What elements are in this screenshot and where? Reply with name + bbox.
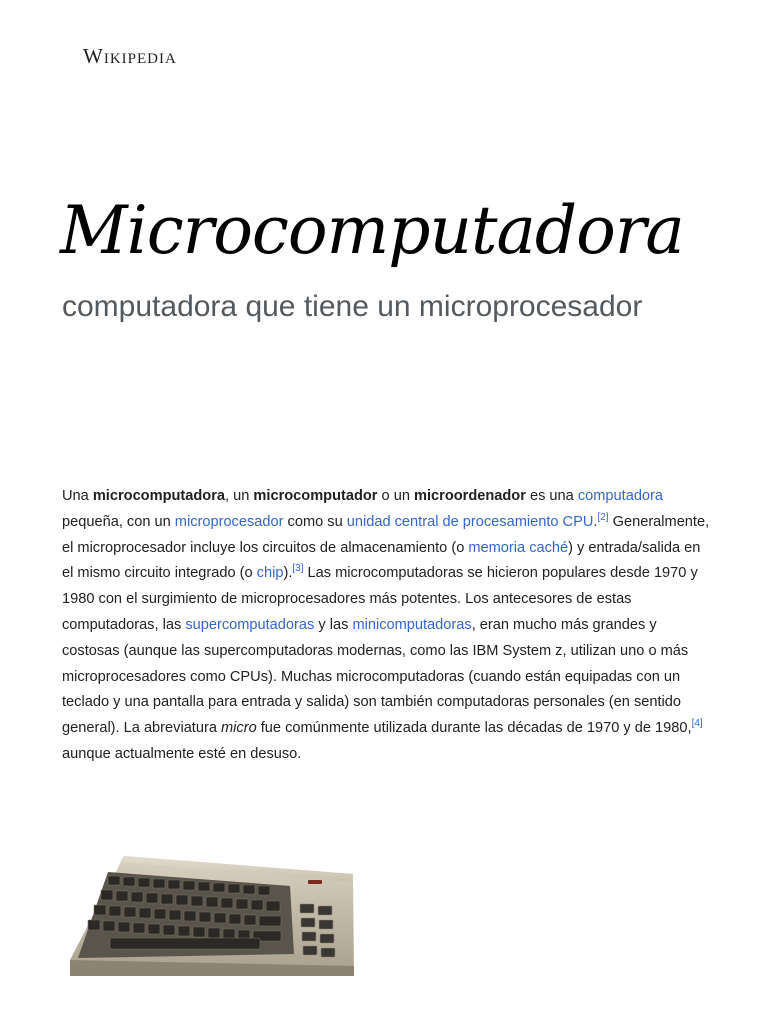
- link-supercomputadoras[interactable]: supercomputadoras: [185, 616, 315, 633]
- keyboard-computer-icon: [68, 848, 358, 978]
- link-minicomputadoras[interactable]: minicomputadoras: [352, 616, 472, 633]
- text-run: como su: [283, 513, 347, 530]
- link-unidad-central[interactable]: unidad central de procesamiento CPU: [346, 513, 594, 530]
- text-run: Una: [62, 488, 93, 504]
- text-run: Generalmente, el microprocesador incluye los circuitos de almacenamiento (o: [62, 513, 710, 556]
- link-chip[interactable]: chip: [256, 565, 284, 582]
- italic-term: micro: [221, 720, 257, 737]
- text-run: , eran mucho más grandes y costosas (aunque las supercomputadoras modernas, como las IBM System z, utilizan uno o más microprocesadores como CPUs). Muchas microcomputadoras (cuando están equipadas con un teclado y una pantalla para entrada y salida) son también computadoras personales (en sentido general). La abreviatura: [62, 616, 689, 737]
- page-subtitle: computadora que tiene un microprocesador: [62, 290, 643, 323]
- text-run: .: [593, 513, 598, 530]
- bold-term: microcomputador: [253, 488, 378, 504]
- link-memoria-cache[interactable]: memoria caché: [468, 539, 569, 556]
- reference-2[interactable]: [2]: [597, 511, 609, 523]
- page-title: Microcomputadora: [60, 192, 684, 269]
- link-computadora[interactable]: computadora: [577, 488, 664, 504]
- text-run: pequeña, con un: [62, 513, 175, 530]
- bold-term: microordenador: [414, 488, 526, 504]
- text-run: Las microcomputadoras se hicieron populares desde 1970 y 1980 con el surgimiento de microprocesadores más potentes. Los antecesores de estas computadoras, las: [62, 565, 698, 633]
- article-paragraph: [62, 484, 712, 768]
- text-run: aunque actualmente esté en desuso.: [62, 745, 302, 762]
- bold-term: microcomputadora: [92, 488, 226, 504]
- text-run: ) y entrada/salida en el mismo circuito integrado (o: [62, 539, 701, 582]
- text-run: , un: [225, 488, 254, 504]
- text-run: fue comúnmente utilizada durante las décadas de 1970 y de 1980,: [256, 720, 692, 737]
- text-run: y las: [314, 616, 353, 633]
- wikipedia-logo[interactable]: Wikipedia: [83, 44, 177, 68]
- reference-3[interactable]: [3]: [292, 563, 304, 575]
- link-microprocesador[interactable]: microprocesador: [174, 513, 284, 530]
- text-run: ).: [283, 565, 293, 582]
- text-run: es una: [525, 488, 578, 504]
- text-run: o un: [377, 488, 414, 504]
- reference-4[interactable]: [4]: [691, 718, 703, 730]
- computer-image[interactable]: [68, 848, 358, 978]
